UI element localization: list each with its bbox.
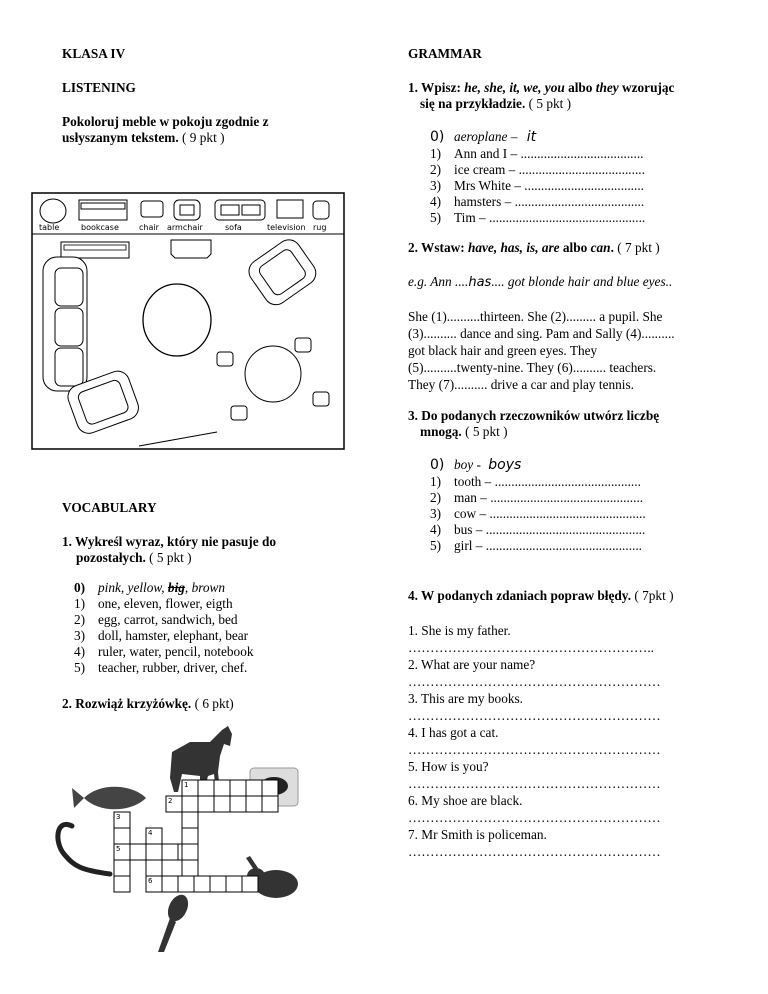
listening-task <box>62 114 268 146</box>
legend-label: armchair <box>167 223 203 232</box>
crossword-cell[interactable] <box>114 876 130 892</box>
crossword-cell[interactable] <box>198 780 214 796</box>
list-item <box>430 128 645 146</box>
item-number: 4) <box>74 644 86 659</box>
furniture-legend-labels <box>39 223 326 232</box>
vocab-ex1-points: ( 5 pkt ) <box>149 550 192 565</box>
item-number: 1) <box>430 146 442 161</box>
item-number: 2) <box>430 490 442 505</box>
paragraph-line: (5)..........twenty-nine. They (6).......... teachers. <box>408 360 657 375</box>
sentence: 5. How is you? <box>408 759 489 774</box>
ex3-points: ( 5 pkt ) <box>465 424 508 439</box>
ex1-title-prefix: 1. Wpisz: <box>408 80 465 95</box>
answer-line: ………………………………………………… <box>408 708 661 723</box>
class-title: KLASA IV <box>62 46 126 61</box>
vocab-ex1-line1: 1. Wykreśl wyraz, który nie pasuje do <box>62 534 276 549</box>
vocab-ex1-line2: pozostałych. <box>76 550 146 565</box>
ex1-they: they <box>595 80 619 95</box>
item-text: Ann and I – ..................................... <box>454 146 644 161</box>
listening-task-line1: Pokoloruj meble w pokoju zgodnie z <box>62 114 269 129</box>
list-item <box>430 522 646 538</box>
item-text: Mrs White – .................................... <box>454 178 644 193</box>
list-item <box>74 644 254 660</box>
grammar-ex1-title <box>408 80 674 112</box>
grammar-ex4-title <box>408 588 674 604</box>
item-number: 1) <box>430 474 442 489</box>
legend-label: table <box>39 223 60 232</box>
crossword-number: 2 <box>168 797 173 805</box>
crossword-cell[interactable] <box>178 876 194 892</box>
ex1-title-mid: albo <box>564 80 596 95</box>
list-item <box>430 538 646 554</box>
item-text: teacher, rubber, driver, chef. <box>98 660 248 675</box>
paragraph-line: (3).......... dance and sing. Pam and Sally (4).......... <box>408 326 675 341</box>
sentence: 7. Mr Smith is policeman. <box>408 827 547 842</box>
ex2-title-mid: albo <box>559 240 591 255</box>
crossword-cell[interactable] <box>246 796 262 812</box>
ex1-title-line2: się na przykładzie. <box>420 96 526 111</box>
television-drawing <box>171 240 211 258</box>
vocab-ex2-title <box>62 696 234 712</box>
item-number: 0) <box>430 457 445 473</box>
grammar-ex3-title <box>408 408 659 440</box>
crossword-cell[interactable] <box>162 876 178 892</box>
answer-line: ………………………………………………… <box>408 844 661 859</box>
list-item <box>430 162 645 178</box>
crossword-cell[interactable] <box>146 860 162 876</box>
crossword-cell[interactable] <box>182 812 198 828</box>
listening-points: ( 9 pkt ) <box>182 130 225 145</box>
item-text-after: , brown <box>184 580 226 595</box>
example-answer: boys <box>488 457 522 473</box>
crossword-cell[interactable] <box>226 876 242 892</box>
item-number: 4) <box>430 522 442 537</box>
answer-line: ………………………………………………… <box>408 674 661 689</box>
ex2-can: can <box>590 240 611 255</box>
answer-line: ………………………………………………… <box>408 742 661 757</box>
paragraph-line: She (1)..........thirteen. She (2)......... a pupil. She <box>408 309 663 324</box>
crossword-cell[interactable] <box>182 844 198 860</box>
vocab-ex2-heading: 2. Rozwiąż krzyżówkę. <box>62 696 192 711</box>
list-item <box>430 490 646 506</box>
list-item <box>430 194 645 210</box>
answer-line: ………………………………………………… <box>408 776 661 791</box>
ex2-paragraph <box>408 308 675 393</box>
crossword-cell[interactable] <box>146 844 162 860</box>
crossword-cell[interactable] <box>242 876 258 892</box>
vocab-ex2-points: ( 6 pkt) <box>194 696 234 711</box>
ex4-title: 4. W podanych zdaniach popraw błędy. <box>408 588 632 603</box>
crossword-cell[interactable] <box>182 860 198 876</box>
item-number: 3) <box>430 506 442 521</box>
item-text: cow – ............................................... <box>454 506 646 521</box>
crossword-cell[interactable] <box>262 796 278 812</box>
item-text: egg, carrot, sandwich, bed <box>98 612 238 627</box>
crossword-cell[interactable] <box>182 796 198 812</box>
ex2-example-prefix: e.g. Ann .... <box>408 274 469 289</box>
crossword-number: 4 <box>148 829 153 837</box>
item-number: 5) <box>430 538 442 553</box>
sofa-drawing <box>43 257 87 391</box>
legend-label: chair <box>139 223 159 232</box>
item-number: 4) <box>430 194 442 209</box>
list-item <box>74 628 254 644</box>
list-item <box>430 210 645 226</box>
item-number: 0) <box>430 129 445 145</box>
crossword-cell[interactable] <box>182 828 198 844</box>
sentence: 2. What are your name? <box>408 657 536 672</box>
ex2-example-answer: has <box>468 275 492 290</box>
vocab-ex1-list <box>74 580 254 676</box>
crossword-cell[interactable] <box>210 876 226 892</box>
room-drawing <box>31 192 345 452</box>
legend-label: television <box>267 223 306 232</box>
sentence: 3. This are my books. <box>408 691 523 706</box>
item-number: 0) <box>74 580 86 595</box>
paragraph-line: got black hair and green eyes. They <box>408 343 598 358</box>
ex3-title-line2: mnogą. <box>420 424 462 439</box>
item-number: 3) <box>74 628 86 643</box>
item-text: tooth – ............................................ <box>454 474 641 489</box>
item-text: one, eleven, flower, eigth <box>98 596 233 611</box>
legend-label: sofa <box>225 223 242 232</box>
ex2-example <box>408 274 672 290</box>
list-item <box>74 660 254 676</box>
crossword-number: 1 <box>184 781 189 789</box>
sentence: 4. I has got a cat. <box>408 725 499 740</box>
item-number: 1) <box>74 596 86 611</box>
snake-picture <box>58 824 110 874</box>
crossword-cell[interactable] <box>194 876 210 892</box>
rug-drawing <box>143 284 211 356</box>
paragraph-line: They (7).......... drive a car and play tennis. <box>408 377 634 392</box>
item-text: girl – ............................................... <box>454 538 643 553</box>
crossword-cell[interactable] <box>230 780 246 796</box>
vocabulary-heading: VOCABULARY <box>62 500 157 515</box>
crossword-cell[interactable] <box>198 796 214 812</box>
parrot-picture <box>158 892 192 952</box>
grammar-ex1-list <box>430 128 645 226</box>
legend-label: bookcase <box>81 223 119 232</box>
example-answer: it <box>526 129 537 145</box>
grammar-ex2-title: 2. Wstaw: have, has, is, are albo can. ( 7 pkt ) <box>408 240 660 255</box>
grammar-ex3-list <box>430 456 646 554</box>
item-text: man – .............................................. <box>454 490 644 505</box>
item-text: Tim – ............................................... <box>454 210 646 225</box>
crossword-number: 6 <box>148 877 153 885</box>
ex4-points: ( 7pkt ) <box>634 588 674 603</box>
crossword-cell[interactable] <box>162 844 178 860</box>
list-item <box>74 596 254 612</box>
crossword-cell[interactable] <box>114 860 130 876</box>
crossword-cell[interactable] <box>130 844 146 860</box>
list-item <box>430 456 646 474</box>
crossword-cell[interactable] <box>214 780 230 796</box>
ex2-example-suffix: .... got blonde hair and blue eyes.. <box>491 274 673 289</box>
ex1-title-suffix: wzorując <box>618 80 675 95</box>
list-item <box>74 612 254 628</box>
item-text: hamsters – ....................................... <box>454 194 645 209</box>
legend-label: rug <box>313 223 327 232</box>
listening-heading: LISTENING <box>62 80 136 95</box>
list-item <box>430 146 645 162</box>
grammar-heading: GRAMMAR <box>408 46 482 61</box>
list-item <box>74 580 254 596</box>
ex1-pronouns: he, she, it, we, you <box>464 80 565 95</box>
list-item <box>430 506 646 522</box>
list-item <box>430 178 645 194</box>
table-drawing <box>245 346 301 402</box>
struck-word: big <box>167 580 185 595</box>
item-number: 2) <box>74 612 86 627</box>
item-number: 3) <box>430 178 442 193</box>
example-text: boy - <box>454 457 481 472</box>
crossword-cell[interactable] <box>214 796 230 812</box>
item-number: 5) <box>430 210 442 225</box>
crossword <box>50 722 310 992</box>
ex2-points: ( 7 pkt ) <box>617 240 660 255</box>
sentence: 6. My shoe are black. <box>408 793 523 808</box>
ex2-title-prefix: 2. Wstaw: <box>408 240 468 255</box>
sentence: 1. She is my father. <box>408 623 511 638</box>
example-text: aeroplane – <box>454 129 518 144</box>
ex1-points: ( 5 pkt ) <box>528 96 572 111</box>
item-number: 5) <box>74 660 86 675</box>
list-item <box>430 474 646 490</box>
crossword-number: 5 <box>116 845 121 853</box>
item-text: ruler, water, pencil, notebook <box>98 644 254 659</box>
answer-line: ………………………………………………… <box>408 810 661 825</box>
ex3-title-line1: 3. Do podanych rzeczowników utwórz liczbę <box>408 408 660 423</box>
crossword-cell[interactable] <box>262 780 278 796</box>
item-text: doll, hamster, elephant, bear <box>98 628 249 643</box>
item-number: 2) <box>430 162 442 177</box>
vocab-ex1-title <box>62 534 276 566</box>
ex2-words: have, has, is, are <box>467 240 560 255</box>
item-text: bus – ................................................ <box>454 522 646 537</box>
crossword-cell[interactable] <box>114 828 130 844</box>
item-text-before: pink, yellow, <box>98 580 168 595</box>
answer-line: ……………………………………………….. <box>408 640 654 655</box>
item-text: ice cream – ...................................... <box>454 162 645 177</box>
crossword-cell[interactable] <box>246 780 262 796</box>
fish-picture <box>72 787 146 810</box>
listening-task-line2: usłyszanym tekstem. <box>62 130 179 145</box>
crossword-cell[interactable] <box>230 796 246 812</box>
ex4-sentences <box>408 622 661 860</box>
crossword-number: 3 <box>116 813 121 821</box>
